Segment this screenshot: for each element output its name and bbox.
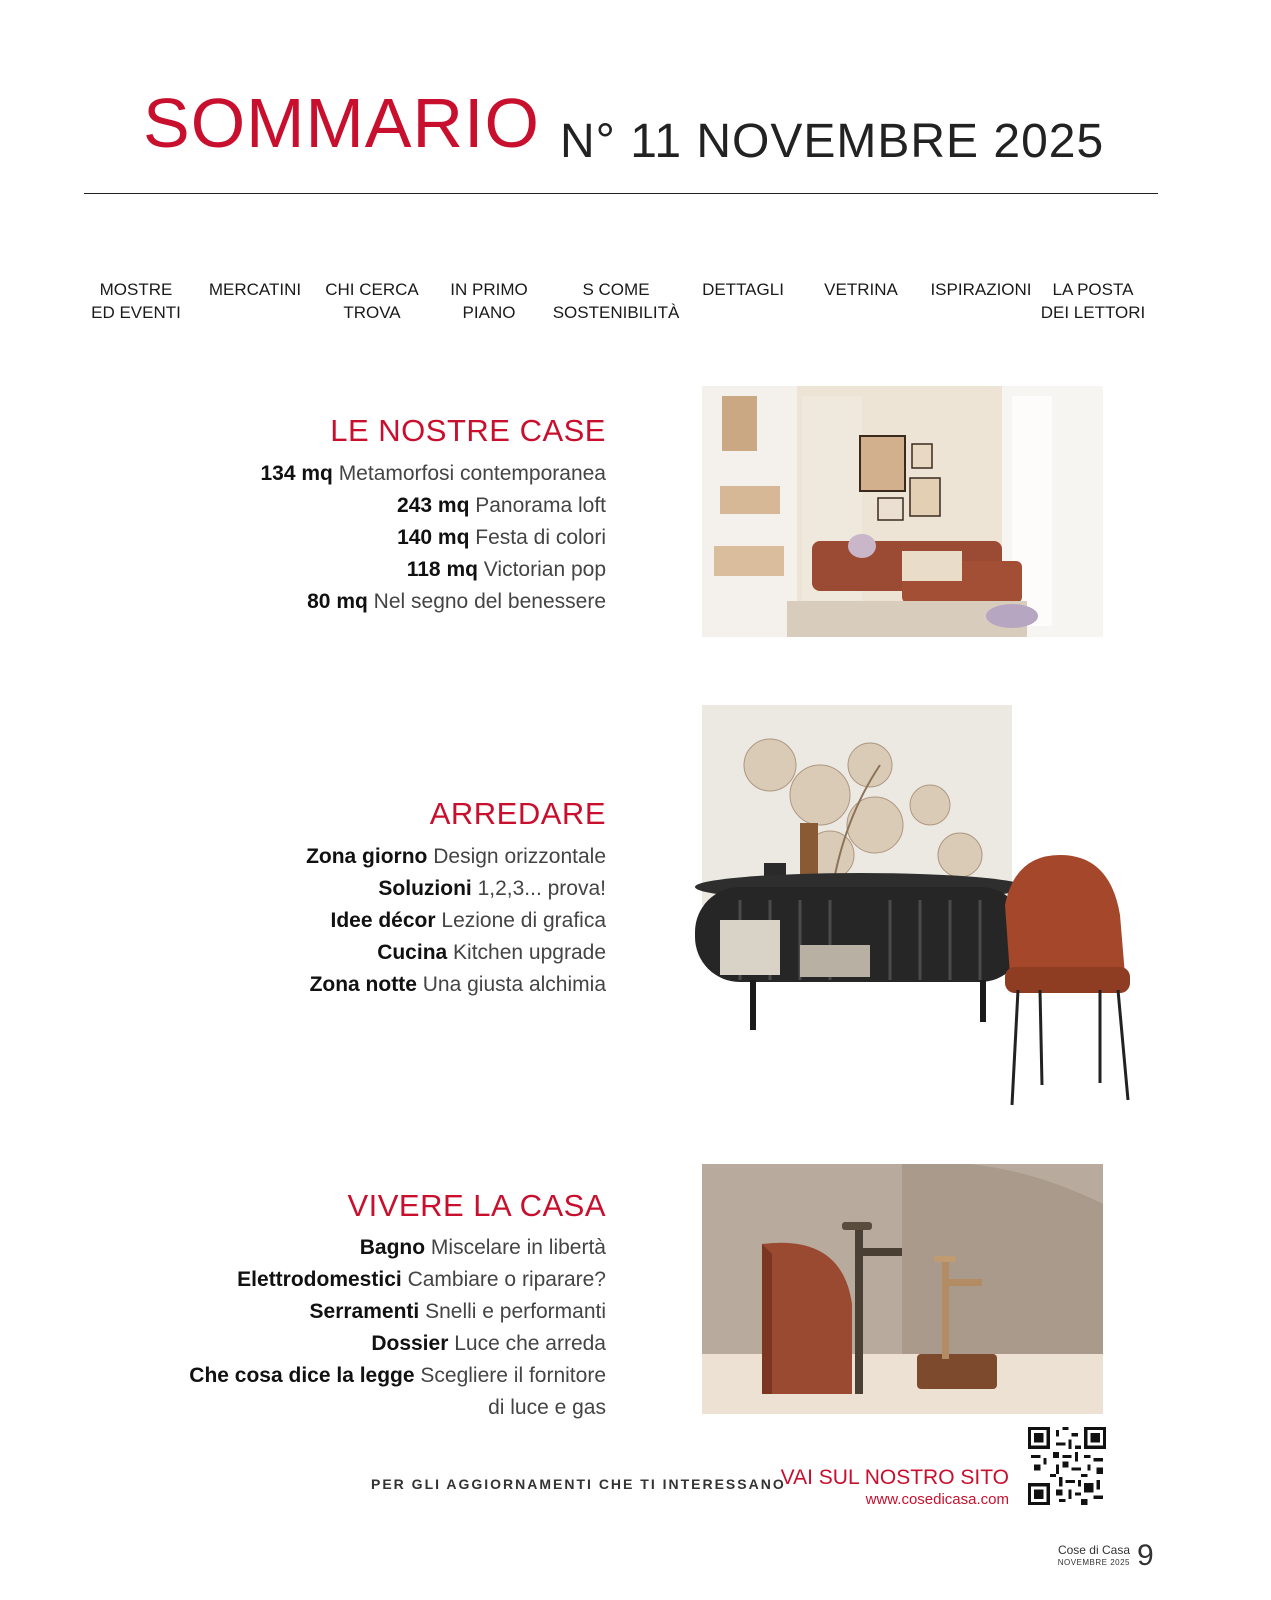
rubric-mercatini[interactable]: MERCATINI bbox=[208, 280, 302, 299]
qr-code-icon[interactable] bbox=[1028, 1427, 1106, 1505]
toc-entry[interactable]: Zona giorno Design orizzontale bbox=[306, 845, 606, 868]
header-divider bbox=[84, 193, 1158, 194]
rubric-in-primo-piano[interactable]: IN PRIMO PIANO bbox=[450, 280, 528, 322]
living-room-photo[interactable] bbox=[702, 386, 1103, 637]
issue-number: N° 11 NOVEMBRE 2025 bbox=[560, 115, 1105, 168]
section-title-le-nostre-case[interactable]: LE NOSTRE CASE bbox=[330, 413, 606, 448]
magazine-name: Cose di Casa bbox=[1057, 1543, 1130, 1557]
qr-code-graphic bbox=[1028, 1427, 1106, 1505]
toc-entry-continuation[interactable]: di luce e gas bbox=[488, 1396, 606, 1419]
toc-entry[interactable]: Serramenti Snelli e performanti bbox=[309, 1300, 606, 1323]
promo-lead-text: PER GLI AGGIORNAMENTI CHE TI INTERESSANO bbox=[371, 1476, 786, 1492]
rubric-vetrina[interactable]: VETRINA bbox=[824, 280, 898, 299]
sideboard-chair-illustration bbox=[680, 705, 1140, 1110]
toc-entry[interactable]: Soluzioni 1,2,3... prova! bbox=[378, 877, 606, 900]
toc-entry[interactable]: Elettrodomestici Cambiare o riparare? bbox=[237, 1268, 606, 1291]
toc-entry[interactable]: Che cosa dice la legge Scegliere il fornitore bbox=[189, 1364, 606, 1387]
page-title: SOMMARIO bbox=[143, 84, 540, 162]
section-title-vivere-la-casa[interactable]: VIVERE LA CASA bbox=[347, 1188, 606, 1223]
faucets-photo[interactable] bbox=[702, 1164, 1103, 1414]
rubric-chi-cerca-trova[interactable]: CHI CERCA TROVA bbox=[325, 280, 419, 322]
toc-entry[interactable]: 140 mq Festa di colori bbox=[397, 526, 606, 549]
section-title-arredare[interactable]: ARREDARE bbox=[429, 796, 606, 831]
rubric-mostre-ed-eventi[interactable]: MOSTRE ED EVENTI bbox=[91, 280, 181, 322]
website-cta-link[interactable]: VAI SUL NOSTRO SITO bbox=[780, 1466, 1009, 1489]
rubric-dettagli[interactable]: DETTAGLI bbox=[702, 280, 784, 299]
toc-entry[interactable]: Zona notte Una giusta alchimia bbox=[309, 973, 606, 996]
toc-entry[interactable]: Cucina Kitchen upgrade bbox=[377, 941, 606, 964]
toc-entry[interactable]: 80 mq Nel segno del benessere bbox=[307, 590, 606, 613]
rubric-ispirazioni[interactable]: ISPIRAZIONI bbox=[930, 280, 1032, 299]
website-url-link[interactable]: www.cosedicasa.com bbox=[865, 1491, 1009, 1508]
rubric-s-come-sostenibilita[interactable]: S COME SOSTENIBILITÀ bbox=[552, 280, 680, 322]
toc-entry[interactable]: 134 mq Metamorfosi contemporanea bbox=[260, 462, 606, 485]
toc-entry[interactable]: 243 mq Panorama loft bbox=[397, 494, 606, 517]
toc-entry[interactable]: Bagno Miscelare in libertà bbox=[359, 1236, 606, 1259]
page-number: 9 bbox=[1137, 1539, 1154, 1572]
living-room-illustration bbox=[702, 386, 1103, 637]
toc-entry[interactable]: 118 mq Victorian pop bbox=[406, 558, 606, 581]
faucets-illustration bbox=[702, 1164, 1103, 1414]
rubric-la-posta-dei-lettori[interactable]: LA POSTA DEI LETTORI bbox=[1040, 280, 1146, 322]
toc-entry[interactable]: Idee décor Lezione di grafica bbox=[330, 909, 606, 932]
toc-entry[interactable]: Dossier Luce che arreda bbox=[371, 1332, 606, 1355]
sideboard-chair-photo[interactable] bbox=[680, 705, 1140, 1110]
magazine-date: NOVEMBRE 2025 bbox=[1057, 1558, 1130, 1567]
